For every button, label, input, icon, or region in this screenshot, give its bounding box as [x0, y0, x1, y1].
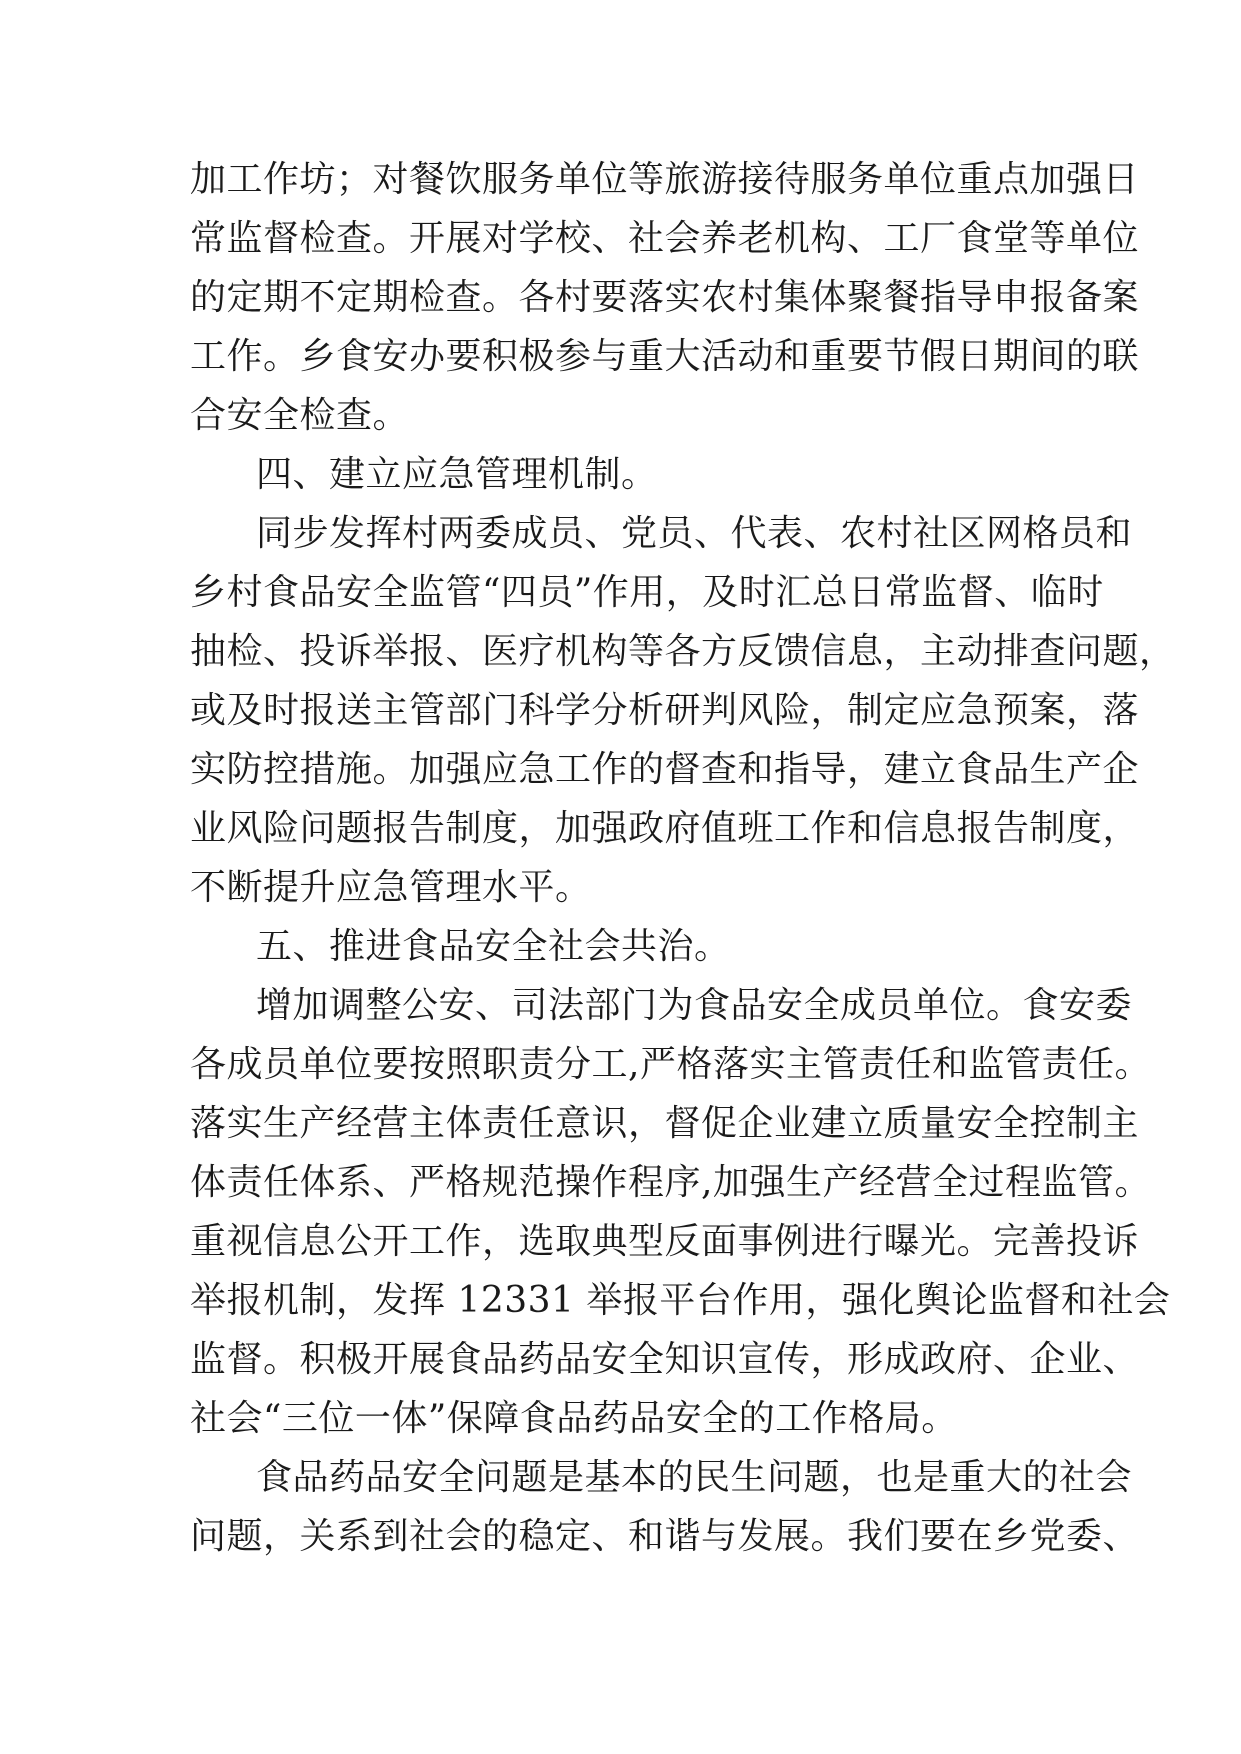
text-line: 加工作坊；对餐饮服务单位等旅游接待服务单位重点加强日: [190, 159, 1140, 200]
text-line: 体责任体系、严格规范操作程序,加强生产经营全过程监管。: [190, 1162, 1151, 1203]
text-line: 食品药品安全问题是基本的民生问题，也是重大的社会: [256, 1457, 1133, 1498]
text-line: 的定期不定期检查。各村要落实农村集体聚餐指导申报备案: [190, 277, 1140, 318]
text-line: 抽检、投诉举报、医疗机构等各方反馈信息，主动排查问题，: [190, 631, 1176, 672]
text-line: 工作。乡食安办要积极参与重大活动和重要节假日期间的联: [190, 336, 1140, 377]
text-line: 增加调整公安、司法部门为食品安全成员单位。食安委: [256, 985, 1133, 1026]
text-line: 常监督检查。开展对学校、社会养老机构、工厂食堂等单位: [190, 218, 1140, 259]
text-line: 同步发挥村两委成员、党员、代表、农村社区网格员和: [256, 513, 1133, 554]
document-body: [190, 150, 1176, 1566]
text-line: 监督。积极开展食品药品安全知识宣传，形成政府、企业、: [190, 1339, 1140, 1380]
text-line: 实防控措施。加强应急工作的督查和指导，建立食品生产企: [190, 749, 1140, 790]
text-line: 举报机制，发挥 12331 举报平台作用，强化舆论监督和社会: [190, 1280, 1171, 1321]
text-line: 落实生产经营主体责任意识，督促企业建立质量安全控制主: [190, 1103, 1140, 1144]
text-line: 或及时报送主管部门科学分析研判风险，制定应急预案，落: [190, 690, 1140, 731]
text-line: 乡村食品安全监管“四员”作用，及时汇总日常监督、临时: [190, 572, 1104, 613]
text-line: 业风险问题报告制度，加强政府值班工作和信息报告制度，: [190, 808, 1140, 849]
text-line: 合安全检查。: [190, 395, 410, 436]
text-line: 问题，关系到社会的稳定、和谐与发展。我们要在乡党委、: [190, 1516, 1140, 1557]
text-line: 社会“三位一体”保障食品药品安全的工作格局。: [190, 1398, 958, 1439]
section-heading: 四、建立应急管理机制。: [256, 454, 658, 495]
text-line: 重视信息公开工作，选取典型反面事例进行曝光。完善投诉: [190, 1221, 1140, 1262]
text-line: 各成员单位要按照职责分工,严格落实主管责任和监管责任。: [190, 1044, 1151, 1085]
text-line: 不断提升应急管理水平。: [190, 867, 592, 908]
section-heading: 五、推进食品安全社会共治。: [256, 926, 731, 967]
